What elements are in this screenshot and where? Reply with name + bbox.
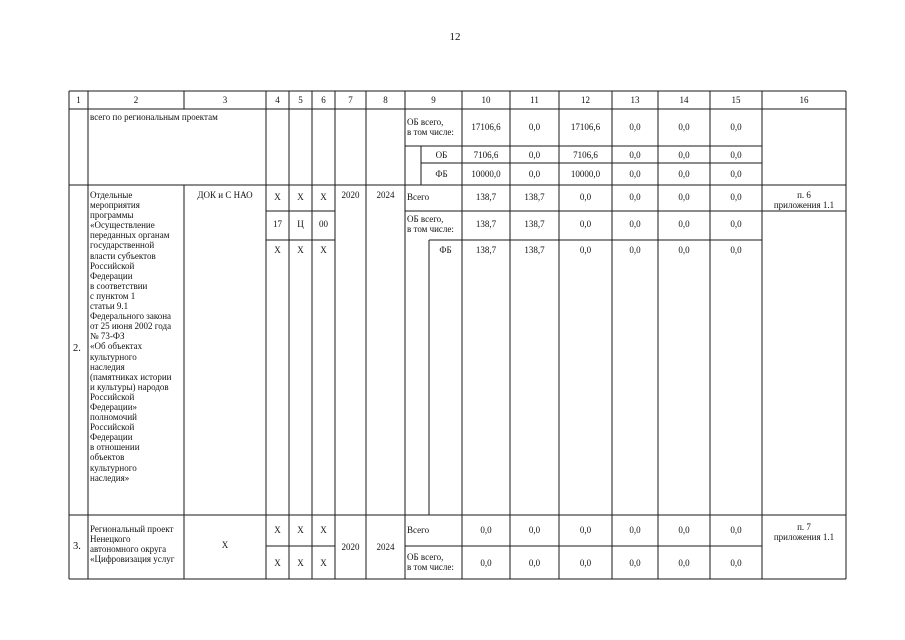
header-cell: 14 [679,95,689,105]
header-cell: 5 [298,95,303,105]
header-cell: 16 [799,95,809,105]
header-cell: 7 [348,95,353,105]
header-cell: 13 [630,95,640,105]
header-cell: 8 [383,95,388,105]
year-end: 2024 [376,542,395,552]
value-cell: 0,0 [730,150,742,160]
value-cell: 0,0 [528,558,541,568]
row-number: 2. [73,343,81,354]
code-cell: 17 [273,219,282,229]
value-cell: 7106,6 [573,150,598,160]
value-cell: 138,7 [524,219,545,229]
value-cell: 10000,0 [471,169,501,179]
code-cell: Х [274,245,281,255]
page-number: 12 [449,31,461,43]
value-cell: 0,0 [480,558,492,568]
value-cell: 0,0 [629,169,641,179]
executor-cell: Х [221,540,229,550]
value-cell: 0,0 [629,219,641,229]
code-cell: Х [297,192,304,202]
code-cell: Х [320,245,327,255]
value-cell: 17106,6 [471,122,501,132]
value-cell: 0,0 [579,192,592,202]
row-number: 3. [73,541,81,552]
executor-cell: ДОК и С НАО [197,190,253,200]
code-cell: Х [297,245,304,255]
header-cell: 3 [222,95,228,105]
value-cell: 138,7 [475,219,497,229]
value-cell: 0,0 [579,219,592,229]
note-cell: п. 7 приложения 1.1 [773,522,835,543]
value-cell: 138,7 [475,245,497,255]
year-end: 2024 [376,190,395,200]
value-cell: 0,0 [480,525,492,535]
header-cell: 1 [76,95,81,105]
year-start: 2020 [341,542,360,552]
code-cell: Х [274,192,281,202]
value-cell: 0,0 [629,150,641,160]
code-cell: Х [320,192,327,202]
row-type-label: Всего [407,192,430,202]
value-cell: 0,0 [678,150,690,160]
item-name: Отдельные мероприятия программы «Осуществление переданных органам государственной власти субъектов Российской Федерации в соответствии с пунктом 1 статьи 9.1 Федерального закона от 25 июня 2002 года № 73-ФЗ «Об объектах культурного наследия (памятниках истории и культуры) народов Российской Федерации» полномочий Российской Федерации в отношении объектов культурного наследия» [90,190,172,483]
value-cell: 0,0 [730,245,742,255]
note-cell: п. 6 приложения 1.1 [773,190,835,211]
header-cell: 4 [275,95,280,105]
code-cell: Х [320,558,327,568]
item-name: Региональный проект Ненецкого автономного округа «Цифровизация услуг [90,524,175,565]
value-cell: 0,0 [730,219,742,229]
value-cell: 0,0 [629,122,641,132]
value-cell: 0,0 [730,122,742,132]
value-cell: 0,0 [528,150,541,160]
value-cell: 138,7 [475,192,497,202]
row-type-label: ФБ [439,245,452,255]
value-cell: 0,0 [629,525,641,535]
row-type-label: ОБ всего, в том числе: [407,214,454,235]
value-cell: 17106,6 [570,122,601,132]
year-start: 2020 [341,190,360,200]
code-cell: Х [274,558,281,568]
value-cell: 0,0 [678,219,690,229]
value-cell: 0,0 [528,122,541,132]
row-type-label: Всего [407,525,430,535]
value-cell: 0,0 [629,558,641,568]
header-cell: 11 [530,95,539,105]
code-cell: Х [297,558,304,568]
header-cell: 12 [581,95,590,105]
value-cell: 0,0 [579,245,592,255]
row-type-label: ОБ всего, в том числе: [407,117,454,138]
code-cell: Ц [297,219,304,229]
code-cell: Х [320,525,327,535]
value-cell: 0,0 [678,525,690,535]
value-cell: 0,0 [629,192,641,202]
header-cell: 10 [481,95,491,105]
value-cell: 0,0 [678,245,690,255]
code-cell: Х [297,525,304,535]
header-cell: 15 [731,95,741,105]
code-cell: 00 [319,219,328,229]
value-cell: 0,0 [678,192,690,202]
row-type-label: ОБ [435,150,448,160]
value-cell: 0,0 [730,169,742,179]
value-cell: 0,0 [579,525,592,535]
value-cell: 138,7 [524,192,545,202]
value-cell: 0,0 [579,558,592,568]
value-cell: 0,0 [629,245,641,255]
header-cell: 9 [431,95,436,105]
value-cell: 10000,0 [570,169,601,179]
value-cell: 0,0 [528,525,541,535]
value-cell: 7106,6 [473,150,499,160]
regional-total-label: всего по региональным проектам [90,112,218,122]
value-cell: 0,0 [730,525,742,535]
value-cell: 138,7 [524,245,545,255]
row-type-label: ОБ всего, в том числе: [407,552,454,573]
value-cell: 0,0 [528,169,541,179]
value-cell: 0,0 [730,192,742,202]
value-cell: 0,0 [678,122,690,132]
code-cell: Х [274,525,281,535]
header-cell: 2 [133,95,139,105]
row-type-label: ФБ [435,169,448,179]
value-cell: 0,0 [678,169,690,179]
header-cell: 6 [321,95,326,105]
value-cell: 0,0 [730,558,742,568]
value-cell: 0,0 [678,558,690,568]
